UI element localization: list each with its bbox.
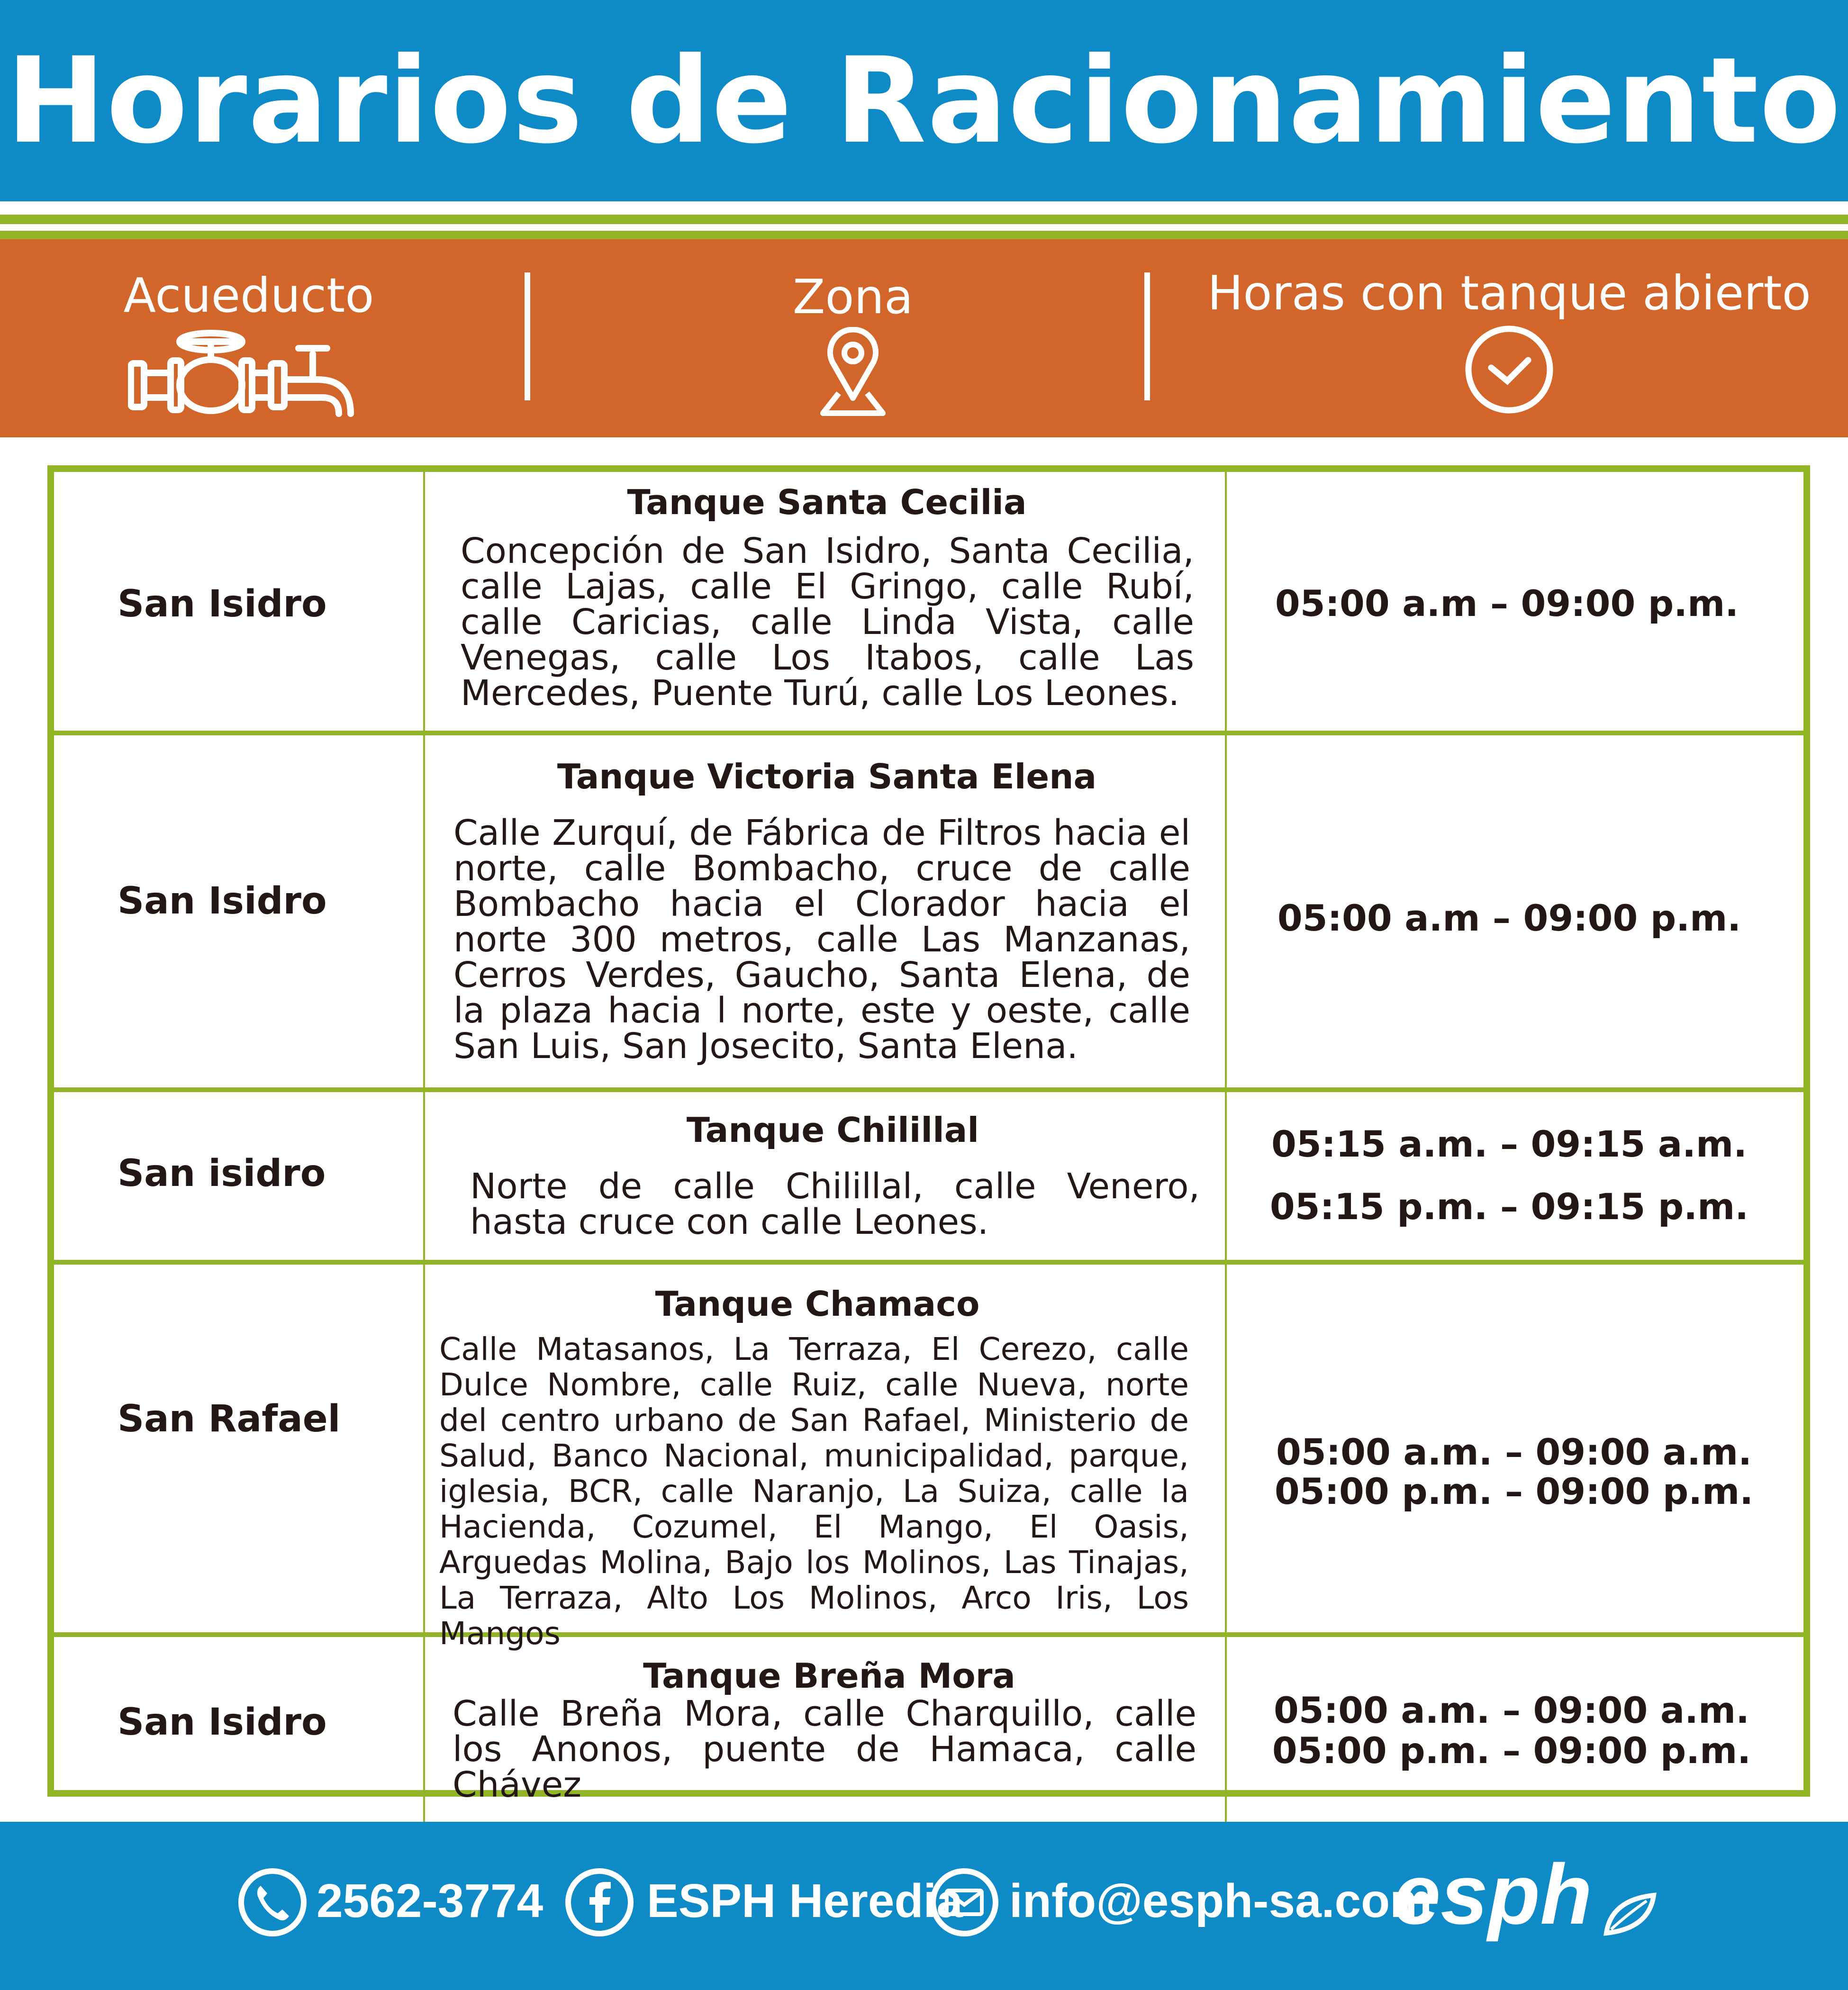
divider [47,1087,1810,1092]
location-pin-icon [813,327,893,417]
table-row-3-horas-1: 05:15 a.m. – 09:15 a.m. [1271,1123,1748,1165]
table-row-3-tanque: Tanque Chilillal [686,1110,979,1150]
footer-facebook[interactable]: ESPH Heredia [647,1874,963,1927]
page-title: Horarios de Racionamiento [6,32,1842,170]
divider [423,465,425,1822]
table-row-1-tanque: Tanque Santa Cecilia [627,482,1027,522]
table-row-5-horas-1: 05:00 a.m. – 09:00 a.m. [1273,1689,1750,1731]
clock-icon [1462,322,1557,417]
divider [0,231,1848,239]
table-row-4-tanque: Tanque Chamaco [655,1284,980,1324]
divider [0,224,1848,231]
table-row-2-acueducto: San Isidro [118,880,327,923]
phone-icon [237,1867,308,1938]
header-acueducto: Acueducto [123,268,374,323]
table-row-5-zona: Calle Breña Mora, calle Charquillo, calle los Anonos, puente de Hamaca, calle Chávez [453,1693,1196,1805]
email-icon [929,1867,1000,1938]
table-row-2-horas: 05:00 a.m – 09:00 p.m. [1277,897,1741,939]
table-row-2-zona: Calle Zurquí, de Fábrica de Filtros hacia el norte, calle Bombacho, cruce de calle Bombacho hacia el Clorador hacia el norte 300 metros, calle Las Manzanas, Cerros Verdes, Gaucho, Santa Elena, de la plaza hacia l norte, este y oeste, calle San Luis, San Josecito, Santa Elena. [453,813,1190,1067]
footer-phone[interactable]: 2562-3774 [317,1874,544,1927]
divider [0,201,1848,215]
table-row-1-acueducto: San Isidro [118,583,327,625]
table-row-3-horas-2: 05:15 p.m. – 09:15 p.m. [1269,1185,1749,1228]
header-horas: Horas con tanque abierto [1207,265,1811,321]
divider [0,215,1848,224]
table-row-3-zona: Norte de calle Chilillal, calle Venero, hasta cruce con calle Leones. [470,1166,1200,1242]
leaf-icon [1602,1890,1658,1938]
pipe-valve-icon [128,329,355,417]
table-row-2-tanque: Tanque Victoria Santa Elena [557,757,1097,796]
table-row-1-zona: Concepción de San Isidro, Santa Cecilia, calle Lajas, calle El Gringo, calle Rubí, calle Caricias, calle Linda Vista, calle Venegas, calle Los Itabos, calle Las Mercedes, Puente Turú, calle Los Leones. [461,531,1194,714]
table-row-5-tanque: Tanque Breña Mora [643,1656,1015,1696]
table-row-5-acueducto: San Isidro [118,1701,327,1744]
header-zona: Zona [792,269,914,325]
table-row-4-horas-1: 05:00 a.m. – 09:00 a.m. [1276,1431,1752,1473]
table-row-3-acueducto: San isidro [118,1152,326,1195]
table-row-4-horas-2: 05:00 p.m. – 09:00 p.m. [1274,1470,1754,1512]
divider [525,272,530,400]
divider [47,731,1810,735]
table-row-4-zona: Calle Matasanos, La Terraza, El Cerezo, calle Dulce Nombre, calle Ruiz, calle Nueva, norte del centro urbano de San Rafael, Ministerio de Salud, Banco Nacional, municipalidad, parque, iglesia, BCR, calle Naranjo, La Suiza, calle la Hacienda, Cozumel, El Mango, El Oasis, Arguedas Molina, Bajo los Molinos, Las Tinajas, La Terraza, Alto Los Molinos, Arco Iris, Los Mangos [439,1331,1189,1652]
table-row-1-horas: 05:00 a.m – 09:00 p.m. [1275,582,1739,624]
table-row-4-acueducto: San Rafael [118,1398,341,1440]
divider [1144,272,1150,400]
facebook-icon [564,1867,635,1938]
esph-logo: esph [1393,1847,1593,1942]
footer-email[interactable]: info@esph-sa.com [1009,1874,1432,1927]
table-row-5-horas-2: 05:00 p.m. – 09:00 p.m. [1272,1729,1751,1772]
divider [47,1260,1810,1265]
